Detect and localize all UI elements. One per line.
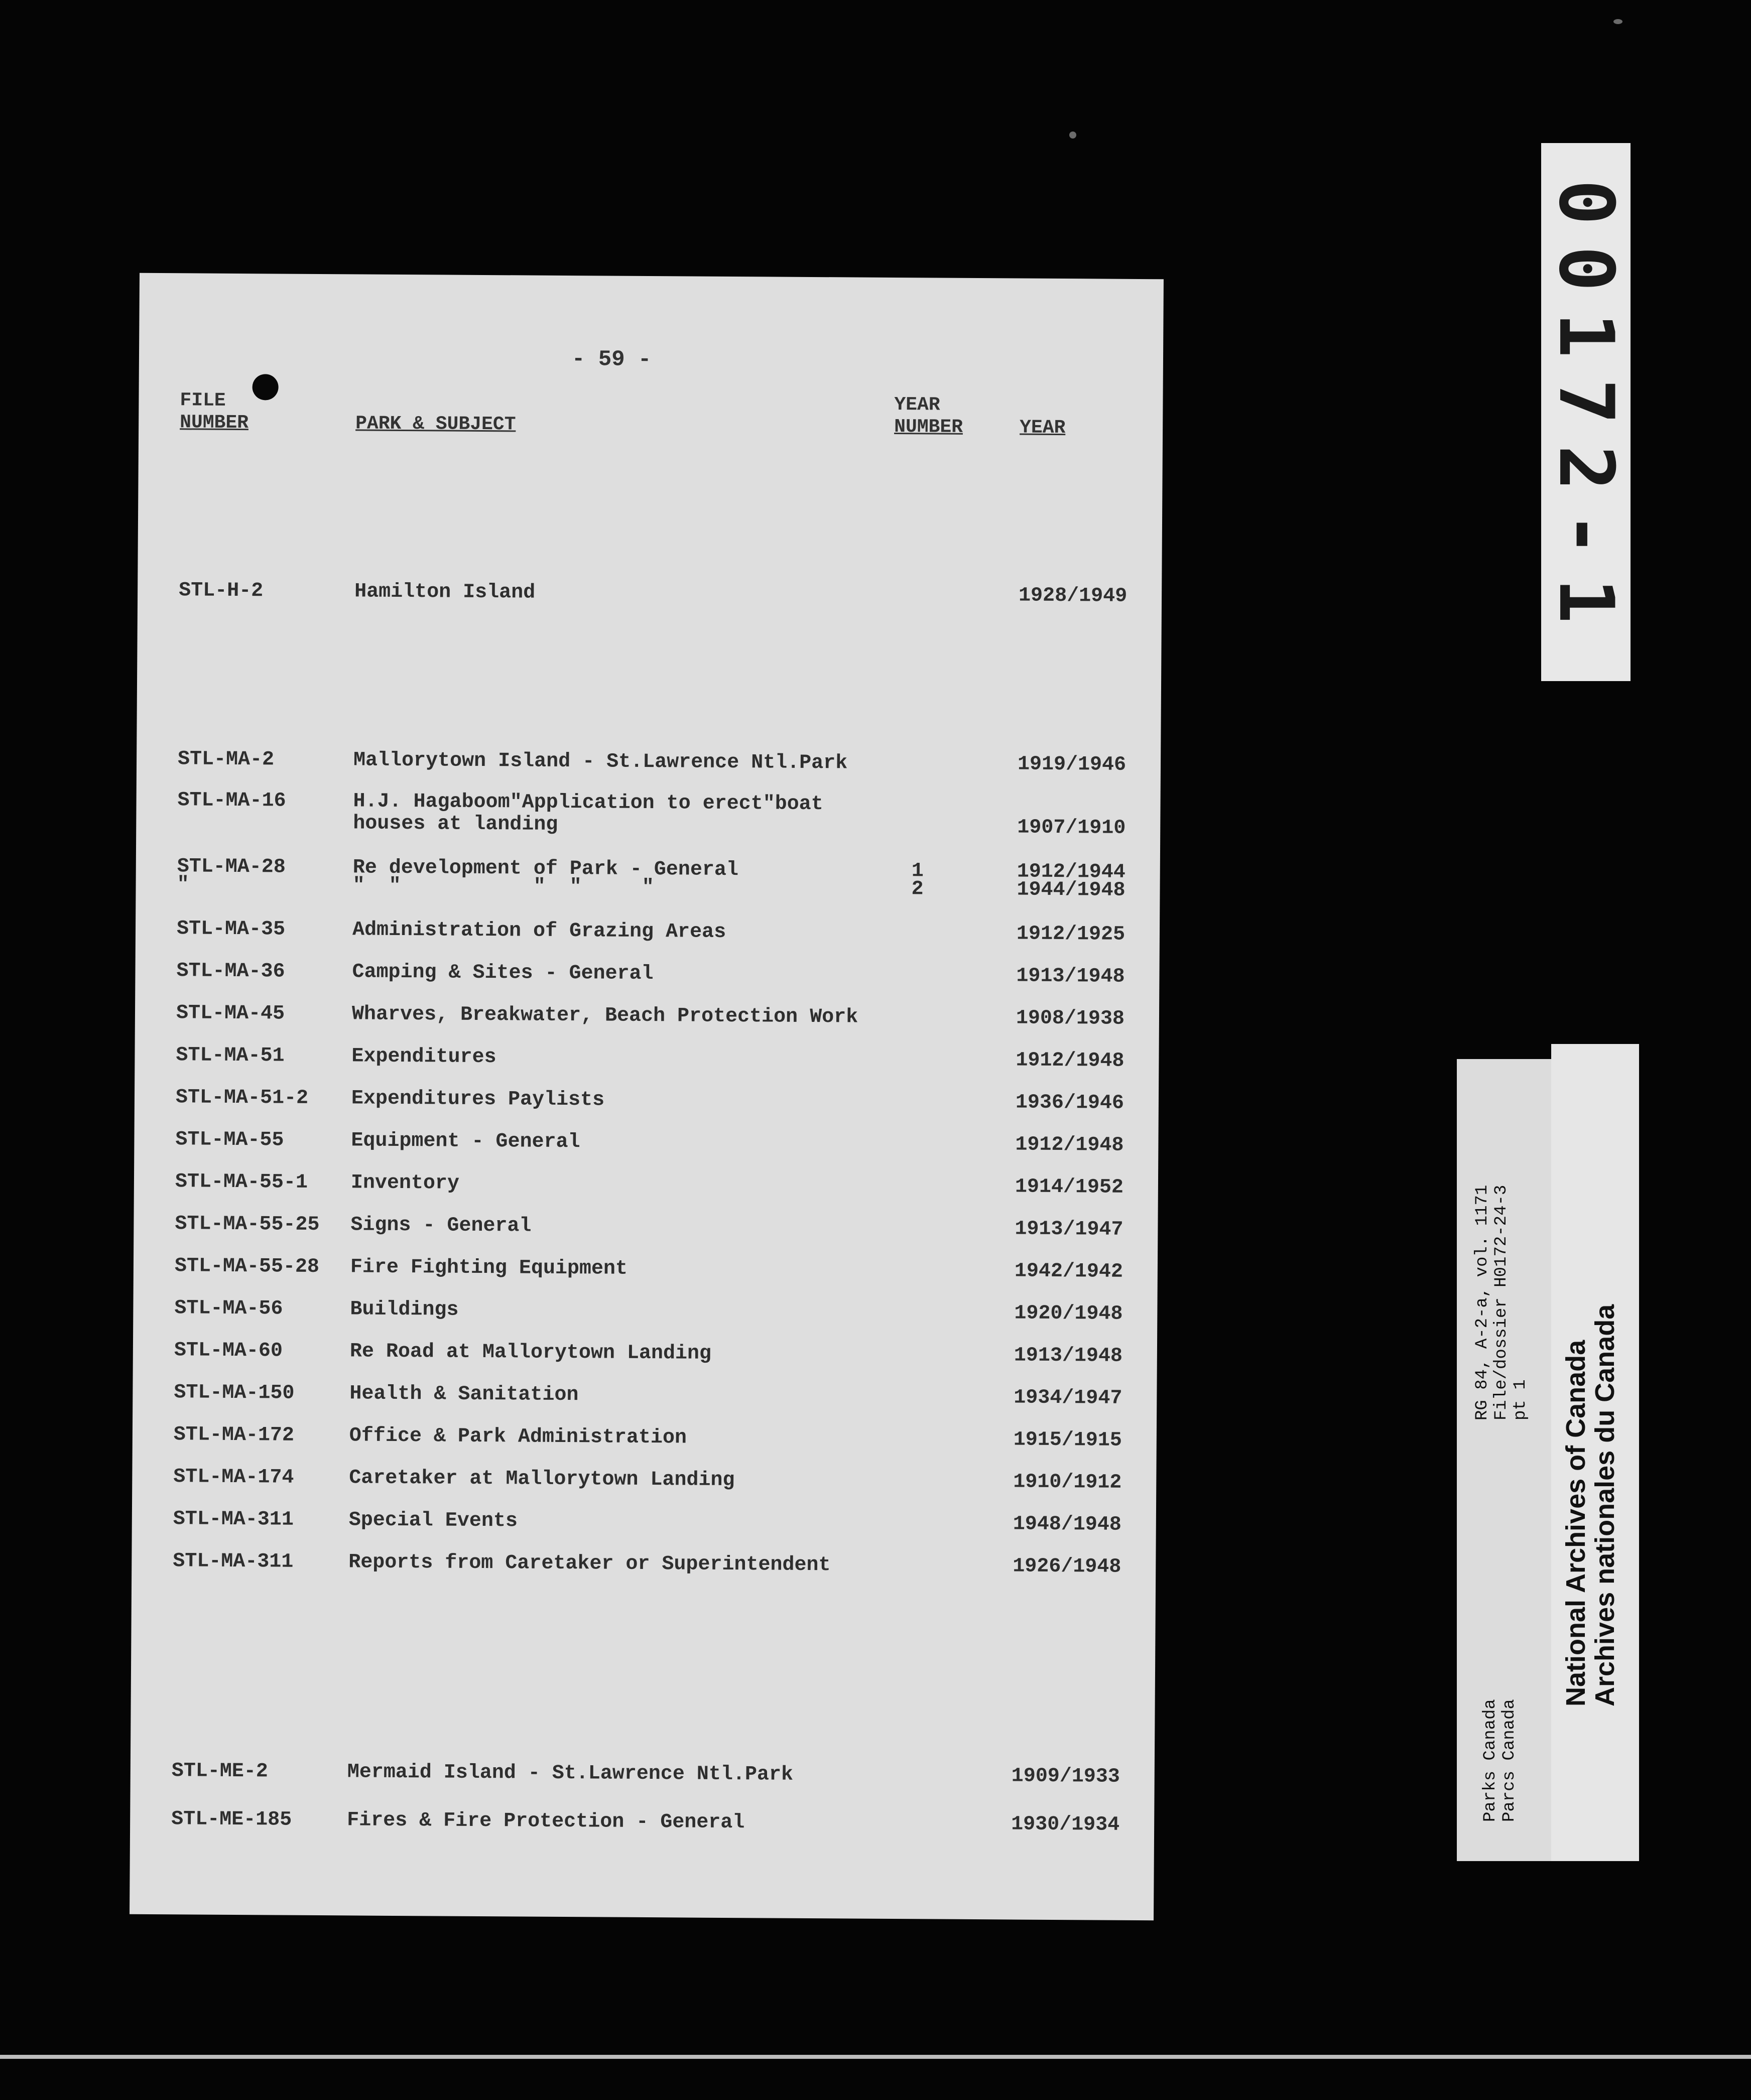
- frame-number: 00172-1: [1542, 179, 1630, 645]
- national-archives-fr: Archives nationales du Canada: [1590, 1304, 1620, 1707]
- subject: Inventory: [350, 1171, 460, 1195]
- subject: Health & Sanitation: [349, 1382, 579, 1407]
- file-number: STL-ME-2: [171, 1760, 268, 1783]
- subject: Fire Fighting Equipment: [350, 1256, 628, 1280]
- year: 1930/1934: [1011, 1813, 1120, 1836]
- reference-line-3: pt 1: [1511, 1379, 1530, 1420]
- year-number: 1: [911, 860, 924, 883]
- parks-canada-en: Parks Canada: [1481, 1699, 1500, 1822]
- header-park-subject: [355, 413, 516, 436]
- header-year-number: [894, 394, 963, 439]
- page-number: - 59 -: [571, 347, 652, 373]
- table-row: [135, 1086, 1159, 1115]
- file-number: STL-MA-51-2: [175, 1086, 309, 1110]
- subject: Signs - General: [350, 1214, 532, 1238]
- year: 1912/1925: [1016, 923, 1125, 946]
- file-number: STL-MA-55-28: [174, 1255, 320, 1279]
- file-number: STL-MA-56: [174, 1297, 283, 1321]
- file-number: STL-MA-311: [173, 1508, 294, 1531]
- file-number: STL-MA-172: [173, 1423, 295, 1447]
- year: 1909/1933: [1011, 1765, 1120, 1788]
- subject-continued: houses at landing: [353, 812, 558, 836]
- file-number: STL-H-2: [179, 579, 264, 603]
- table-row: [130, 1808, 1154, 1836]
- table-row: [134, 1170, 1158, 1199]
- year: 1912/1948: [1016, 1049, 1124, 1073]
- subject: Expenditures Paylists: [351, 1087, 605, 1112]
- file-number: ": [177, 873, 189, 896]
- parks-canada-text: [1481, 1699, 1519, 1822]
- year: 1919/1946: [1017, 753, 1127, 776]
- table-row: [131, 1760, 1155, 1788]
- year: 1915/1915: [1013, 1428, 1122, 1452]
- subject: Administration of Grazing Areas: [352, 918, 726, 944]
- file-number: STL-MA-55: [175, 1128, 284, 1152]
- year: 1928/1949: [1018, 584, 1128, 608]
- film-edge-line: [0, 2055, 1751, 2059]
- subject: Caretaker at Mallorytown Landing: [349, 1467, 735, 1492]
- year: 1913/1947: [1015, 1218, 1123, 1241]
- table-row: [135, 1002, 1159, 1030]
- table-row: [135, 1044, 1159, 1073]
- file-number: STL-MA-55-25: [175, 1213, 320, 1237]
- subject: Hamilton Island: [354, 580, 536, 604]
- table-row: [133, 1423, 1157, 1452]
- national-archives-en: National Archives of Canada: [1561, 1340, 1591, 1707]
- table-row: [134, 1213, 1158, 1241]
- year: 1934/1947: [1014, 1386, 1122, 1410]
- subject: Re Road at Mallorytown Landing: [349, 1340, 712, 1365]
- header-year-text: YEAR: [1020, 417, 1066, 439]
- file-number: STL-ME-185: [171, 1808, 292, 1831]
- year: 1926/1948: [1013, 1555, 1121, 1579]
- table-row: [134, 1255, 1158, 1283]
- national-archives-text: [1561, 1304, 1619, 1707]
- subject: H.J. Hagaboom"Application to erect"boat: [353, 790, 823, 816]
- subject: Camping & Sites - General: [352, 961, 654, 986]
- subject: Buildings: [350, 1298, 459, 1322]
- archive-reference-text: [1473, 1185, 1530, 1420]
- year: 1942/1942: [1014, 1260, 1123, 1283]
- national-archives-label: [1551, 1044, 1639, 1861]
- year: 1944/1948: [1017, 878, 1125, 902]
- year: 1914/1952: [1015, 1175, 1124, 1199]
- year: 1913/1948: [1014, 1344, 1123, 1368]
- table-row: [134, 1297, 1158, 1326]
- table-row: [132, 1466, 1156, 1494]
- header-year-number-line1: YEAR: [894, 393, 940, 416]
- subject: Special Events: [348, 1509, 518, 1533]
- year: 1908/1938: [1016, 1007, 1125, 1030]
- subject: Equipment - General: [351, 1129, 580, 1154]
- table-row: [132, 1508, 1156, 1536]
- table-row: [137, 789, 1161, 816]
- subject: Office & Park Administration: [349, 1424, 687, 1450]
- subject: Fires & Fire Protection - General: [347, 1809, 745, 1834]
- file-number: STL-MA-36: [176, 960, 285, 983]
- subject: Reports from Caretaker or Superintendent: [348, 1551, 831, 1577]
- frame-number-sticker: [1541, 143, 1631, 681]
- year: 1910/1912: [1013, 1471, 1122, 1494]
- subject: Re development of Park - General: [352, 856, 739, 882]
- year: 1948/1948: [1013, 1513, 1121, 1536]
- archive-reference-label: [1457, 1059, 1557, 1861]
- file-number: STL-MA-45: [176, 1002, 285, 1025]
- file-number: STL-MA-16: [177, 789, 286, 813]
- subject: " " " " ": [352, 874, 654, 899]
- subject: Expenditures: [351, 1045, 496, 1069]
- header-file-line2: NUMBER: [180, 412, 249, 434]
- table-row: [136, 960, 1160, 988]
- dust-speck: [1613, 19, 1622, 24]
- header-subject-text: PARK & SUBJECT: [355, 413, 516, 436]
- reference-line-1: RG 84, A-2-a, vol. 1171: [1473, 1185, 1492, 1420]
- subject: Mallorytown Island - St.Lawrence Ntl.Park: [353, 749, 848, 775]
- table-row: [137, 748, 1161, 776]
- header-year-number-line2: NUMBER: [894, 416, 963, 438]
- year: 1913/1948: [1016, 965, 1125, 988]
- table-row: [135, 1128, 1159, 1157]
- subject: Mermaid Island - St.Lawrence Ntl.Park: [347, 1761, 794, 1786]
- header-year: [1020, 417, 1065, 440]
- subject: Wharves, Breakwater, Beach Protection Work: [351, 1003, 858, 1029]
- header-file-line1: FILE: [180, 389, 226, 412]
- year: 1912/1944: [1017, 860, 1125, 884]
- dust-speck: [1069, 132, 1076, 139]
- header-file-number: [180, 389, 248, 434]
- file-number: STL-MA-311: [173, 1550, 294, 1573]
- punch-hole-dot: [252, 374, 278, 400]
- year: 1912/1948: [1015, 1133, 1124, 1157]
- table-row: [133, 1381, 1157, 1410]
- year: 1936/1946: [1015, 1091, 1124, 1115]
- file-number: STL-MA-28: [177, 855, 286, 879]
- table-row: [133, 1339, 1157, 1368]
- file-number: STL-MA-2: [177, 748, 275, 771]
- file-number: STL-MA-51: [176, 1044, 285, 1068]
- table-row: [132, 1550, 1156, 1579]
- year: 1920/1948: [1014, 1302, 1123, 1326]
- parks-canada-fr: Parcs Canada: [1500, 1699, 1519, 1822]
- year: 1907/1910: [1017, 816, 1126, 840]
- file-number: STL-MA-150: [174, 1381, 295, 1405]
- file-number: STL-MA-55-1: [175, 1170, 308, 1194]
- table-row: [138, 579, 1162, 608]
- file-number: STL-MA-174: [173, 1466, 294, 1489]
- reference-line-2: File/dossier H0172-24-3: [1492, 1185, 1511, 1420]
- file-number: STL-MA-60: [174, 1339, 283, 1363]
- document-page: [130, 273, 1164, 1920]
- table-row: [136, 855, 1160, 884]
- file-number: STL-MA-35: [176, 917, 286, 941]
- year-number: 2: [911, 878, 924, 901]
- table-row: [136, 917, 1160, 946]
